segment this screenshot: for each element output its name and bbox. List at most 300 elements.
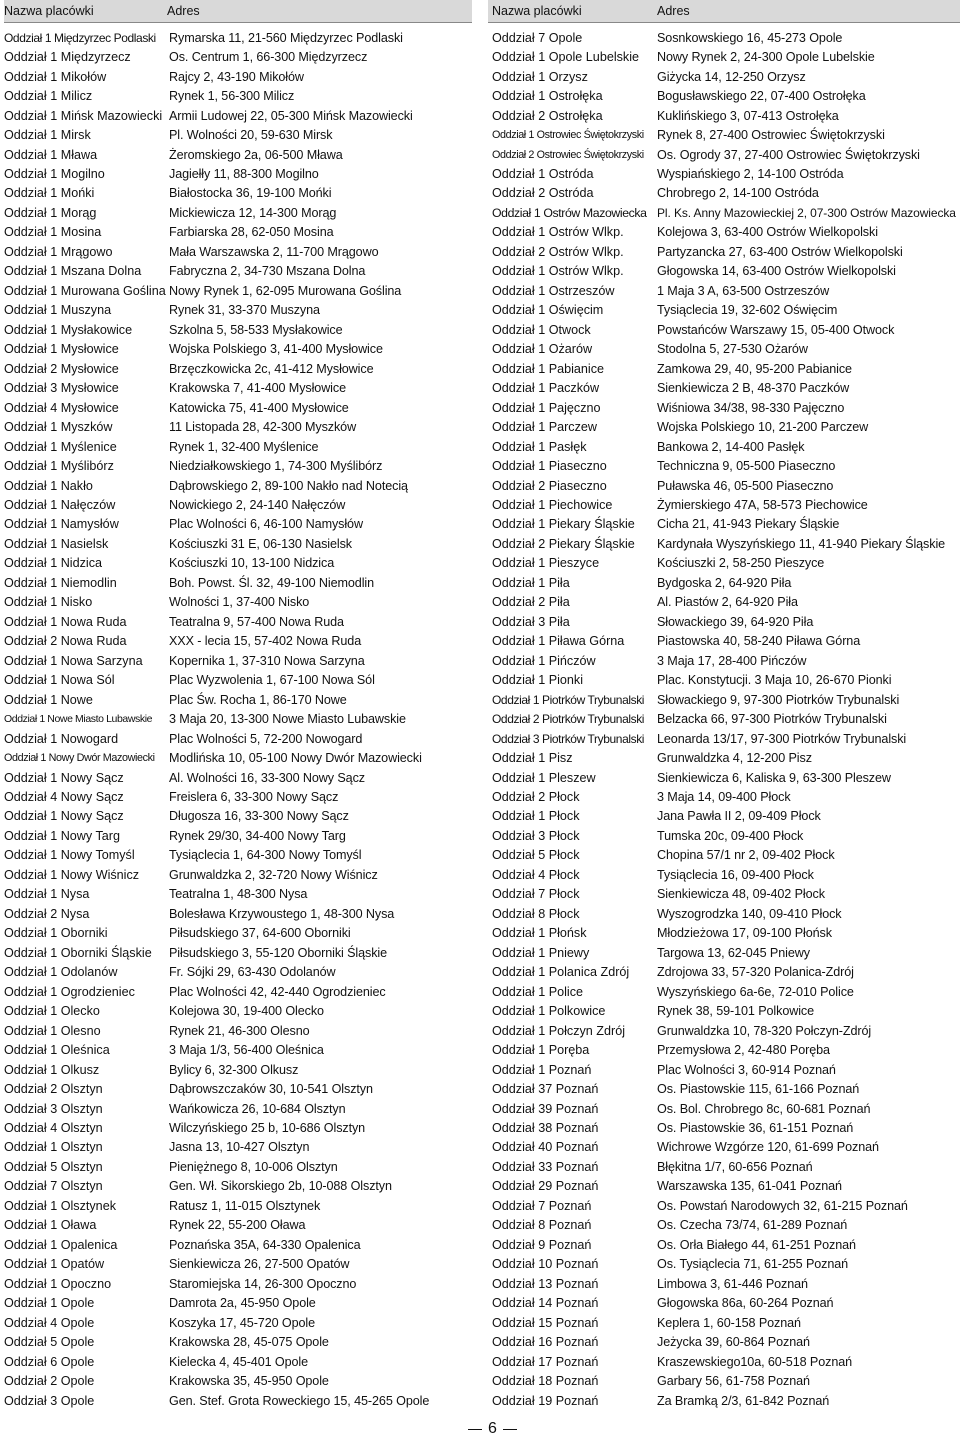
- table-row: [4, 807, 472, 826]
- branch-name: Oddział 1 Mysłakowice: [4, 322, 133, 337]
- branch-address: Brzęczkowicka 2c, 41-412 Mysłowice: [169, 361, 374, 376]
- branch-address: Jagiełły 11, 88-300 Mogilno: [169, 167, 319, 182]
- table-row: [488, 515, 960, 534]
- branch-name: Oddział 2 Nysa: [4, 906, 90, 921]
- table-row: [4, 1118, 472, 1137]
- branch-address: 11 Listopada 28, 42-300 Myszków: [169, 420, 357, 435]
- branch-name: Oddział 33 Poznań: [492, 1159, 599, 1174]
- branch-address: Bydgoska 2, 64-920 Piła: [657, 575, 792, 590]
- branch-name: Oddział 7 Opole: [492, 30, 583, 45]
- table-row: [488, 963, 960, 982]
- branch-name: Oddział 1 Oborniki Śląskie: [4, 945, 152, 960]
- branch-name: Oddział 1 Mszana Dolna: [4, 264, 142, 279]
- branch-address: Wyspiańskiego 2, 14-100 Ostróda: [657, 167, 844, 182]
- branch-address: Targowa 13, 62-045 Pniewy: [657, 945, 810, 960]
- table-row: [488, 1332, 960, 1351]
- branch-address: Keplera 1, 60-158 Poznań: [657, 1315, 801, 1330]
- branch-address: Tumska 20c, 09-400 Płock: [657, 828, 804, 843]
- page-footer: [462, 1420, 523, 1438]
- branch-name: Oddział 1 Mława: [4, 147, 98, 162]
- branch-address: Plac. Konstytucji. 3 Maja 10, 26-670 Pionki: [657, 673, 892, 688]
- branch-address: Słowackiego 9, 97-300 Piotrków Trybunalski: [657, 692, 900, 707]
- table-row: [488, 1391, 960, 1410]
- branch-address: Partyzancka 27, 63-400 Ostrów Wielkopolski: [657, 244, 903, 259]
- branch-name: Oddział 6 Opole: [4, 1354, 95, 1369]
- branch-address: Teatralna 9, 57-400 Nowa Ruda: [169, 614, 344, 629]
- branch-name: Oddział 5 Olsztyn: [4, 1159, 103, 1174]
- branch-name: Oddział 1 Myszków: [4, 420, 113, 435]
- branch-name: Oddział 16 Poznań: [492, 1335, 599, 1350]
- branch-address: Os. Centrum 1, 66-300 Międzyrzecz: [169, 50, 368, 65]
- table-row: [488, 1177, 960, 1196]
- table-row: [4, 1157, 472, 1176]
- branch-address: Bylicy 6, 32-300 Olkusz: [169, 1062, 299, 1077]
- table-row: [4, 554, 472, 573]
- table-row: [488, 787, 960, 806]
- branch-name: Oddział 1 Mosina: [4, 225, 102, 240]
- branch-address: Nowy Rynek 1, 62-095 Murowana Goślina: [169, 283, 402, 298]
- table-row: [488, 709, 960, 728]
- table-row: [488, 651, 960, 670]
- branch-name: Oddział 1 Myślibórz: [4, 459, 114, 474]
- branch-address: Przemysłowa 2, 42-480 Poręba: [657, 1043, 830, 1058]
- branch-name: Oddział 1 Piotrków Trybunalski: [492, 692, 645, 707]
- table-row: [488, 924, 960, 943]
- branch-address: 1 Maja 3 A, 63-500 Ostrzeszów: [657, 283, 830, 298]
- branch-name: Oddział 1 Piła: [492, 575, 570, 590]
- branch-name: Oddział 1 Mikołów: [4, 69, 107, 84]
- branch-name: Oddział 1 Mysłowice: [4, 342, 119, 357]
- branch-address: Sienkiewicza 26, 27-500 Opatów: [169, 1257, 350, 1272]
- branch-name: Oddział 29 Poznań: [492, 1179, 599, 1194]
- branch-address: Białostocka 36, 19-100 Mońki: [169, 186, 332, 201]
- branch-name: Oddział 1 Piekary Śląskie: [492, 517, 635, 532]
- branch-name: Oddział 1 Pniewy: [492, 945, 590, 960]
- branch-name: Oddział 13 Poznań: [492, 1276, 599, 1291]
- branch-name: Oddział 1 Oborniki: [4, 926, 108, 941]
- table-row: [4, 495, 472, 514]
- table-row: [4, 1021, 472, 1040]
- footer-dash-right: [503, 1429, 517, 1430]
- branch-address: Sosnkowskiego 16, 45-273 Opole: [657, 30, 843, 45]
- branch-address: Sienkiewicza 2 B, 48-370 Paczków: [657, 381, 850, 396]
- branch-name: Oddział 2 Ostrołęka: [492, 108, 603, 123]
- branch-name: Oddział 1 Pińczów: [492, 653, 596, 668]
- table-row: [4, 86, 472, 105]
- table-row: [4, 1313, 472, 1332]
- branch-address: Plac Wolności 6, 46-100 Namysłów: [169, 517, 363, 532]
- branch-name: Oddział 1 Międzyrzec Podlaski: [4, 30, 156, 45]
- table-row: [4, 573, 472, 592]
- branch-address: Rynek 1, 56-300 Milicz: [169, 89, 295, 104]
- branch-address: Żymierskiego 47A, 58-573 Piechowice: [657, 497, 868, 512]
- table-row: [4, 1216, 472, 1235]
- table-row: [4, 515, 472, 534]
- branch-address: Szkolna 5, 58-533 Mysłakowice: [169, 322, 343, 337]
- table-row: [4, 417, 472, 436]
- branch-name: Oddział 1 Olesno: [4, 1023, 101, 1038]
- branch-address: Kolejowa 3, 63-400 Ostrów Wielkopolski: [657, 225, 878, 240]
- branch-address: Fr. Sójki 29, 63-430 Odolanów: [169, 965, 336, 980]
- table-row: [4, 281, 472, 300]
- branch-address: Kraszewskiego10a, 60-518 Poznań: [657, 1354, 853, 1369]
- table-row: [4, 651, 472, 670]
- branch-name: Oddział 1 Mirsk: [4, 128, 91, 143]
- branch-address: Wańkowicza 26, 10-684 Olsztyn: [169, 1101, 346, 1116]
- branch-address: 3 Maja 1/3, 56-400 Oleśnica: [169, 1043, 324, 1058]
- left-rows: [4, 23, 472, 1410]
- branch-name: Oddział 1 Orzysz: [492, 69, 588, 84]
- branch-name: Oddział 1 Opalenica: [4, 1237, 118, 1252]
- table-row: [488, 145, 960, 164]
- branch-address: Plac Wolności 42, 42-440 Ogrodzieniec: [169, 984, 386, 999]
- table-row: [4, 904, 472, 923]
- branch-name: Oddział 2 Ostróda: [492, 186, 594, 201]
- table-row: [4, 534, 472, 553]
- table-row: [488, 943, 960, 962]
- branch-address: Plac Wolności 5, 72-200 Nowogard: [169, 731, 363, 746]
- branch-address: Limbowa 3, 61-446 Poznań: [657, 1276, 808, 1291]
- branch-name: Oddział 1 Olsztyn: [4, 1140, 103, 1155]
- table-row: [488, 1040, 960, 1059]
- branch-name: Oddział 1 Piechowice: [492, 497, 613, 512]
- table-row: [4, 301, 472, 320]
- header-name: Nazwa placówki: [492, 4, 582, 18]
- branch-name: Oddział 1 Ożarów: [492, 342, 593, 357]
- table-row: [4, 125, 472, 144]
- branch-address: Za Bramką 2/3, 61-842 Poznań: [657, 1393, 830, 1408]
- branch-name: Oddział 4 Opole: [4, 1315, 95, 1330]
- branch-name: Oddział 4 Mysłowice: [4, 400, 119, 415]
- table-row: [488, 1157, 960, 1176]
- branch-name: Oddział 1 Nowy Dwór Mazowiecki: [4, 752, 155, 765]
- branch-address: Krakowska 35, 45-950 Opole: [169, 1374, 329, 1389]
- branch-name: Oddział 1 Ostrów Wlkp.: [492, 225, 624, 240]
- footer-dash-left: [468, 1429, 482, 1430]
- branch-name: Oddział 5 Płock: [492, 848, 580, 863]
- branch-address: Zdrojowa 33, 57-320 Polanica-Zdrój: [657, 965, 854, 980]
- branch-address: Powstańców Warszawy 15, 05-400 Otwock: [657, 322, 895, 337]
- table-row: [4, 690, 472, 709]
- branch-name: Oddział 15 Poznań: [492, 1315, 599, 1330]
- table-row: [488, 184, 960, 203]
- branch-address: Freislera 6, 33-300 Nowy Sącz: [169, 790, 339, 805]
- table-row: [4, 924, 472, 943]
- branch-name: Oddział 1 Międzyrzecz: [4, 50, 131, 65]
- branch-name: Oddział 1 Parczew: [492, 420, 597, 435]
- table-row: [488, 1138, 960, 1157]
- branch-address: Kielecka 4, 45-401 Opole: [169, 1354, 309, 1369]
- branch-name: Oddział 10 Poznań: [492, 1257, 599, 1272]
- table-row: [488, 262, 960, 281]
- branch-name: Oddział 1 Nakło: [4, 478, 93, 493]
- table-row: [488, 203, 960, 222]
- table-row: [4, 1099, 472, 1118]
- branch-name: Oddział 2 Ostrów Wlkp.: [492, 244, 624, 259]
- branch-name: Oddział 1 Nowe Miasto Lubawskie: [4, 713, 153, 726]
- branch-address: Sienkiewicza 6, Kaliska 9, 63-300 Pleszew: [657, 770, 891, 785]
- branch-address: Grunwaldzka 2, 32-720 Nowy Wiśnicz: [169, 867, 378, 882]
- branch-name: Oddział 1 Ogrodzieniec: [4, 984, 135, 999]
- table-row: [488, 86, 960, 105]
- branch-name: Oddział 38 Poznań: [492, 1120, 599, 1135]
- branch-address: Armii Ludowej 22, 05-300 Mińsk Mazowiecki: [169, 108, 413, 123]
- table-row: [4, 612, 472, 631]
- table-row: [488, 106, 960, 125]
- branch-address: Kościuszki 10, 13-100 Nidzica: [169, 556, 335, 571]
- branch-name: Oddział 1 Morąg: [4, 205, 97, 220]
- branch-address: Wichrowe Wzgórze 120, 61-699 Poznań: [657, 1140, 879, 1155]
- table-row: [4, 787, 472, 806]
- branch-name: Oddział 1 Nowy Tomyśl: [4, 848, 135, 863]
- table-row: [488, 301, 960, 320]
- branch-name: Oddział 2 Piaseczno: [492, 478, 607, 493]
- branch-address: Rajcy 2, 43-190 Mikołów: [169, 69, 304, 84]
- branch-address: Staromiejska 14, 26-300 Opoczno: [169, 1276, 357, 1291]
- branch-address: 3 Maja 20, 13-300 Nowe Miasto Lubawskie: [169, 712, 406, 727]
- header-address: Adres: [167, 4, 200, 18]
- table-row: [488, 359, 960, 378]
- branch-name: Oddział 1 Polanica Zdrój: [492, 965, 630, 980]
- branch-name: Oddział 1 Olecko: [4, 1004, 100, 1019]
- branch-name: Oddział 1 Murowana Goślina: [4, 283, 166, 298]
- branch-name: Oddział 2 Opole: [4, 1374, 95, 1389]
- table-row: [488, 768, 960, 787]
- table-row: [488, 1079, 960, 1098]
- table-row: [488, 1352, 960, 1371]
- branch-name: Oddział 1 Nidzica: [4, 556, 102, 571]
- table-row: [488, 398, 960, 417]
- branch-name: Oddział 1 Pionki: [492, 673, 584, 688]
- table-row: [488, 437, 960, 456]
- branch-address: Rynek 38, 59-101 Polkowice: [657, 1004, 815, 1019]
- branch-address: Piastowska 40, 58-240 Piława Górna: [657, 634, 861, 649]
- branch-name: Oddział 8 Poznań: [492, 1218, 592, 1233]
- branch-name: Oddział 7 Płock: [492, 887, 580, 902]
- branch-address: Wiśniowa 34/38, 98-330 Pajęczno: [657, 400, 845, 415]
- branch-address: Grunwaldzka 10, 78-320 Połczyn-Zdrój: [657, 1023, 872, 1038]
- table-row: [4, 768, 472, 787]
- branch-address: Fabryczna 2, 34-730 Mszana Dolna: [169, 264, 366, 279]
- branch-address: Jana Pawła II 2, 09-409 Płock: [657, 809, 821, 824]
- branch-name: Oddział 1 Muszyna: [4, 303, 112, 318]
- table-row: [4, 729, 472, 748]
- branch-address: Tysiąclecia 19, 32-602 Oświęcim: [657, 303, 838, 318]
- branch-address: Piłsudskiego 37, 64-600 Oborniki: [169, 926, 351, 941]
- branch-name: Oddział 40 Poznań: [492, 1140, 599, 1155]
- table-row: [488, 1274, 960, 1293]
- branch-name: Oddział 1 Ostróda: [492, 167, 594, 182]
- branch-name: Oddział 1 Nowy Sącz: [4, 809, 124, 824]
- branch-name: Oddział 1 Paczków: [492, 381, 600, 396]
- branch-address: Koszyka 17, 45-720 Opole: [169, 1315, 316, 1330]
- table-row: [488, 378, 960, 397]
- table-row: [488, 1371, 960, 1390]
- branch-address: Wolności 1, 37-400 Nisko: [169, 595, 310, 610]
- table-row: [488, 456, 960, 475]
- branch-name: Oddział 1 Pleszew: [492, 770, 596, 785]
- table-row: [4, 67, 472, 86]
- branch-address: Os. Piastowskie 36, 61-151 Poznań: [657, 1120, 854, 1135]
- branch-name: Oddział 1 Nałęczów: [4, 497, 116, 512]
- table-row: [4, 184, 472, 203]
- branch-address: Słowackiego 39, 64-920 Piła: [657, 614, 814, 629]
- branch-name: Oddział 3 Płock: [492, 828, 580, 843]
- branch-name: Oddział 8 Płock: [492, 906, 580, 921]
- branch-address: XXX - lecia 15, 57-402 Nowa Ruda: [169, 634, 362, 649]
- branch-name: Oddział 1 Płońsk: [492, 926, 587, 941]
- table-row: [4, 476, 472, 495]
- branch-name: Oddział 1 Nowy Wiśnicz: [4, 867, 140, 882]
- branch-name: Oddział 1 Płock: [492, 809, 580, 824]
- table-row: [4, 1196, 472, 1215]
- table-row: [488, 223, 960, 242]
- branch-address: Bankowa 2, 14-400 Pasłęk: [657, 439, 805, 454]
- branch-name: Oddział 37 Poznań: [492, 1082, 599, 1097]
- table-row: [488, 573, 960, 592]
- branch-address: Młodzieżowa 17, 09-100 Płońsk: [657, 926, 832, 941]
- table-row: [4, 1235, 472, 1254]
- table-row: [4, 1177, 472, 1196]
- branch-name: Oddział 2 Olsztyn: [4, 1082, 103, 1097]
- branch-name: Oddział 1 Oława: [4, 1218, 97, 1233]
- branch-name: Oddział 1 Poręba: [492, 1043, 590, 1058]
- branch-name: Oddział 3 Olsztyn: [4, 1101, 103, 1116]
- branch-address: Os. Orła Białego 44, 61-251 Poznań: [657, 1237, 856, 1252]
- branch-address: Rynek 1, 32-400 Myślenice: [169, 439, 319, 454]
- branch-name: Oddział 2 Piła: [492, 595, 570, 610]
- branch-address: Os. Czecha 73/74, 61-289 Poznań: [657, 1218, 848, 1233]
- branch-name: Oddział 1 Milicz: [4, 89, 93, 104]
- branch-name: Oddział 1 Ostrołęka: [492, 89, 603, 104]
- branch-name: Oddział 1 Odolanów: [4, 965, 118, 980]
- branch-name: Oddział 1 Opoczno: [4, 1276, 112, 1291]
- branch-address: Kolejowa 30, 19-400 Olecko: [169, 1004, 324, 1019]
- branch-address: Błękitna 1/7, 60-656 Poznań: [657, 1159, 813, 1174]
- branch-name: Oddział 9 Poznań: [492, 1237, 592, 1252]
- branch-address: Rynek 8, 27-400 Ostrowiec Świętokrzyski: [657, 128, 885, 143]
- branch-address: Puławska 46, 05-500 Piaseczno: [657, 478, 834, 493]
- branch-address: Al. Piastów 2, 64-920 Piła: [657, 595, 798, 610]
- branch-name: Oddział 3 Piotrków Trybunalski: [492, 731, 645, 746]
- branch-address: Pl. Ks. Anny Mazowieckiej 2, 07-300 Ostrów Mazowiecka: [657, 205, 956, 220]
- branch-address: Belzacka 66, 97-300 Piotrków Trybunalski: [657, 712, 887, 727]
- branch-address: Kościuszki 2, 58-250 Pieszyce: [657, 556, 825, 571]
- branch-address: Warszawska 135, 61-041 Poznań: [657, 1179, 842, 1194]
- table-row: [4, 1138, 472, 1157]
- branch-name: Oddział 1 Nowa Sól: [4, 673, 115, 688]
- branch-address: Wyszyńskiego 6a-6e, 72-010 Police: [657, 984, 854, 999]
- table-row: [488, 1021, 960, 1040]
- branch-address: Mała Warszawska 2, 11-700 Mrągowo: [169, 244, 379, 259]
- table-row: [488, 729, 960, 748]
- branch-name: Oddział 1 Pabianice: [492, 361, 605, 376]
- table-row: [4, 1001, 472, 1020]
- branch-address: Dąbrowskiego 2, 89-100 Nakło nad Notecią: [169, 478, 408, 493]
- branch-name: Oddział 7 Poznań: [492, 1198, 592, 1213]
- branch-address: Głogowska 14, 63-400 Ostrów Wielkopolski: [657, 264, 896, 279]
- branch-name: Oddział 1 Nowy Sącz: [4, 770, 124, 785]
- branch-address: Os. Powstań Narodowych 32, 61-215 Poznań: [657, 1198, 908, 1213]
- branch-address: Modlińska 10, 05-100 Nowy Dwór Mazowiecki: [169, 751, 422, 766]
- branch-address: Jasna 13, 10-427 Olsztyn: [169, 1140, 310, 1155]
- table-row: [488, 1216, 960, 1235]
- table-row: [4, 1060, 472, 1079]
- branch-name: Oddział 1 Oleśnica: [4, 1043, 110, 1058]
- table-row: [488, 320, 960, 339]
- branch-address: Teatralna 1, 48-300 Nysa: [169, 887, 308, 902]
- branch-address: Dąbrowszczaków 30, 10-541 Olsztyn: [169, 1082, 373, 1097]
- left-column: [4, 0, 472, 1410]
- page-number: 6: [488, 1420, 497, 1437]
- branch-address: Bolesława Krzywoustego 1, 48-300 Nysa: [169, 906, 395, 921]
- table-row: [488, 632, 960, 651]
- branch-name: Oddział 1 Myślenice: [4, 439, 117, 454]
- table-row: [4, 670, 472, 689]
- branch-address: Kopernika 1, 37-310 Nowa Sarzyna: [169, 653, 365, 668]
- table-row: [4, 359, 472, 378]
- branch-address: Kardynała Wyszyńskiego 11, 41-940 Piekary Śląskie: [657, 536, 946, 551]
- table-row: [488, 534, 960, 553]
- branch-name: Oddział 1 Nowa Ruda: [4, 614, 127, 629]
- table-row: [4, 203, 472, 222]
- branch-name: Oddział 1 Mińsk Mazowiecki: [4, 108, 163, 123]
- table-row: [4, 164, 472, 183]
- branch-name: Oddział 2 Mysłowice: [4, 361, 119, 376]
- branch-name: Oddział 1 Nowe: [4, 692, 93, 707]
- branch-address: Krakowska 28, 45-075 Opole: [169, 1335, 329, 1350]
- branch-address: 3 Maja 17, 28-400 Pińczów: [657, 653, 807, 668]
- table-row: [488, 904, 960, 923]
- branch-name: Oddział 4 Nowy Sącz: [4, 790, 124, 805]
- table-row: [488, 865, 960, 884]
- table-row: [4, 262, 472, 281]
- branch-address: Damrota 2a, 45-950 Opole: [169, 1296, 316, 1311]
- table-row: [488, 281, 960, 300]
- branch-address: Tysiąclecia 16, 09-400 Płock: [657, 867, 814, 882]
- branch-name: Oddział 2 Nowa Ruda: [4, 634, 127, 649]
- branch-address: Niedziałkowskiego 1, 74-300 Myślibórz: [169, 459, 383, 474]
- branch-name: Oddział 19 Poznań: [492, 1393, 599, 1408]
- table-row: [4, 865, 472, 884]
- branch-address: Długosza 16, 33-300 Nowy Sącz: [169, 809, 349, 824]
- branch-address: Chrobrego 2, 14-100 Ostróda: [657, 186, 819, 201]
- table-row: [488, 670, 960, 689]
- table-row: [488, 417, 960, 436]
- branch-name: Oddział 1 Namysłów: [4, 517, 119, 532]
- branch-address: Kościuszki 31 E, 06-130 Nasielsk: [169, 536, 352, 551]
- branch-address: Plac Wolności 3, 60-914 Poznań: [657, 1062, 836, 1077]
- branch-address: Wyszogrodzka 140, 09-410 Płock: [657, 906, 842, 921]
- table-row: [488, 554, 960, 573]
- table-row: [4, 885, 472, 904]
- table-row: [4, 456, 472, 475]
- branch-address: Ratusz 1, 11-015 Olsztynek: [169, 1198, 321, 1213]
- table-row: [4, 106, 472, 125]
- branch-address: Wilczyńskiego 25 b, 10-686 Olsztyn: [169, 1120, 366, 1135]
- branch-address: Żeromskiego 2a, 06-500 Mława: [169, 147, 343, 162]
- branch-address: Pieniężnego 8, 10-006 Olsztyn: [169, 1159, 338, 1174]
- table-row: [4, 1352, 472, 1371]
- table-row: [4, 963, 472, 982]
- table-row: [4, 398, 472, 417]
- table-row: [4, 709, 472, 728]
- branch-address: Rymarska 11, 21-560 Międzyrzec Podlaski: [169, 30, 403, 45]
- branch-name: Oddział 1 Pisz: [492, 751, 573, 766]
- branch-name: Oddział 1 Nowy Targ: [4, 828, 120, 843]
- branch-address: Techniczna 9, 05-500 Piaseczno: [657, 459, 836, 474]
- table-row: [488, 47, 960, 66]
